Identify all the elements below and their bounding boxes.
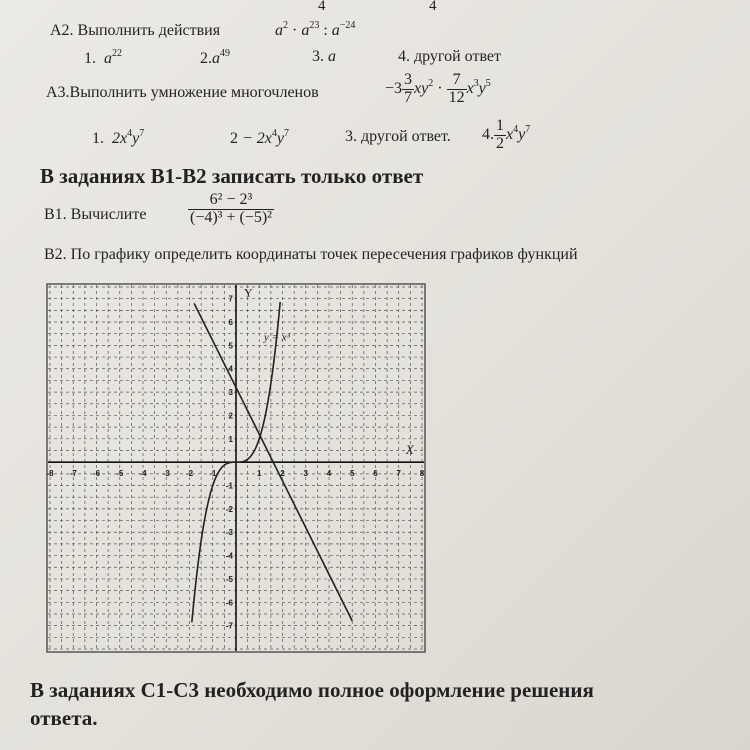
y-tick-label: -5 [225,574,233,584]
top-number-1: 4 [318,0,326,14]
x-tick-label: 2 [280,469,285,479]
x-tick-label: 5 [350,469,355,479]
task-a2-expression: $a^2 \cdot a^{23}$ : $a^{-24}$ [275,20,356,39]
x-tick-label: 3 [303,469,308,479]
b1-numerator: 6² − 2³ [188,192,274,210]
x-tick-label: -5 [116,469,124,479]
section-c-heading-continued: ответа. [30,706,98,730]
a3-option-1: 1. $2x^4y^7$ [92,128,145,147]
x-tick-label: -3 [162,469,170,479]
a2-option-3: 3. a [312,48,336,65]
x-tick-label: -4 [139,469,147,479]
x-tick-label: 8 [419,469,425,479]
task-a2-label: А2. Выполнить действия [50,22,221,39]
y-tick-label: -4 [225,551,233,561]
b1-denominator: (−4)³ + (−5)² [190,208,272,226]
function-graph [46,283,426,653]
y-tick-label: 7 [228,294,233,304]
a3-option-4: 4. $\frac{1}{2}$ $x^4y^7$ [482,117,531,152]
task-a3-label: А3.Выполнить умножение многочленов [46,84,319,101]
y-axis-label: Y [244,285,253,300]
y-tick-label: -7 [225,621,233,631]
task-b2-label: В2. По графику определить координаты точек пересечения графиков функций [44,246,578,263]
section-c-heading: В заданиях С1-С3 необходимо полное оформление решения [30,678,594,702]
y-tick-label: -2 [225,504,233,514]
x-tick-label: 6 [373,469,378,479]
y-tick-label: 4 [228,364,233,374]
y-tick-label: 5 [228,341,233,351]
a3-option-2: $2 - 2x^4y^7$ [230,128,290,147]
y-tick-label: -3 [225,528,233,538]
y-tick-label: 6 [228,318,233,328]
a2-option-2: $2.a^{49}$ [200,48,230,67]
series-label: y = x³ [263,331,290,344]
x-tick-label: -2 [185,469,194,479]
x-axis-label: X [405,442,414,458]
x-tick-label: -6 [92,469,101,479]
x-tick-label: 1 [257,469,262,479]
y-tick-label: -6 [225,598,233,608]
y-tick-label: 1 [228,434,233,444]
a3-option-3: 3. другой ответ. [345,128,451,145]
y-tick-label: -1 [225,481,233,491]
top-number-2: 4 [429,0,437,14]
x-tick-label: 7 [396,469,401,479]
a2-option-4: 4. другой ответ [398,48,501,65]
task-b1-label: В1. Вычислите [44,206,147,223]
x-tick-label: 4 [326,469,332,479]
task-b1-fraction [188,192,274,227]
x-tick-label: -8 [46,469,54,479]
y-tick-label: 3 [228,388,233,398]
y-tick-label: 2 [228,411,233,421]
a2-option-1: 1. $a^{22}$ [84,48,122,67]
x-tick-label: -7 [69,469,77,479]
x-tick-label: -1 [209,469,217,479]
task-a3-expression: −3 $\frac{3}{7}$ $xy^2$ · $\frac{7}{12}$ $x^3y^5$ [385,71,491,106]
section-b-heading: В заданиях В1-В2 записать только ответ [40,164,424,188]
